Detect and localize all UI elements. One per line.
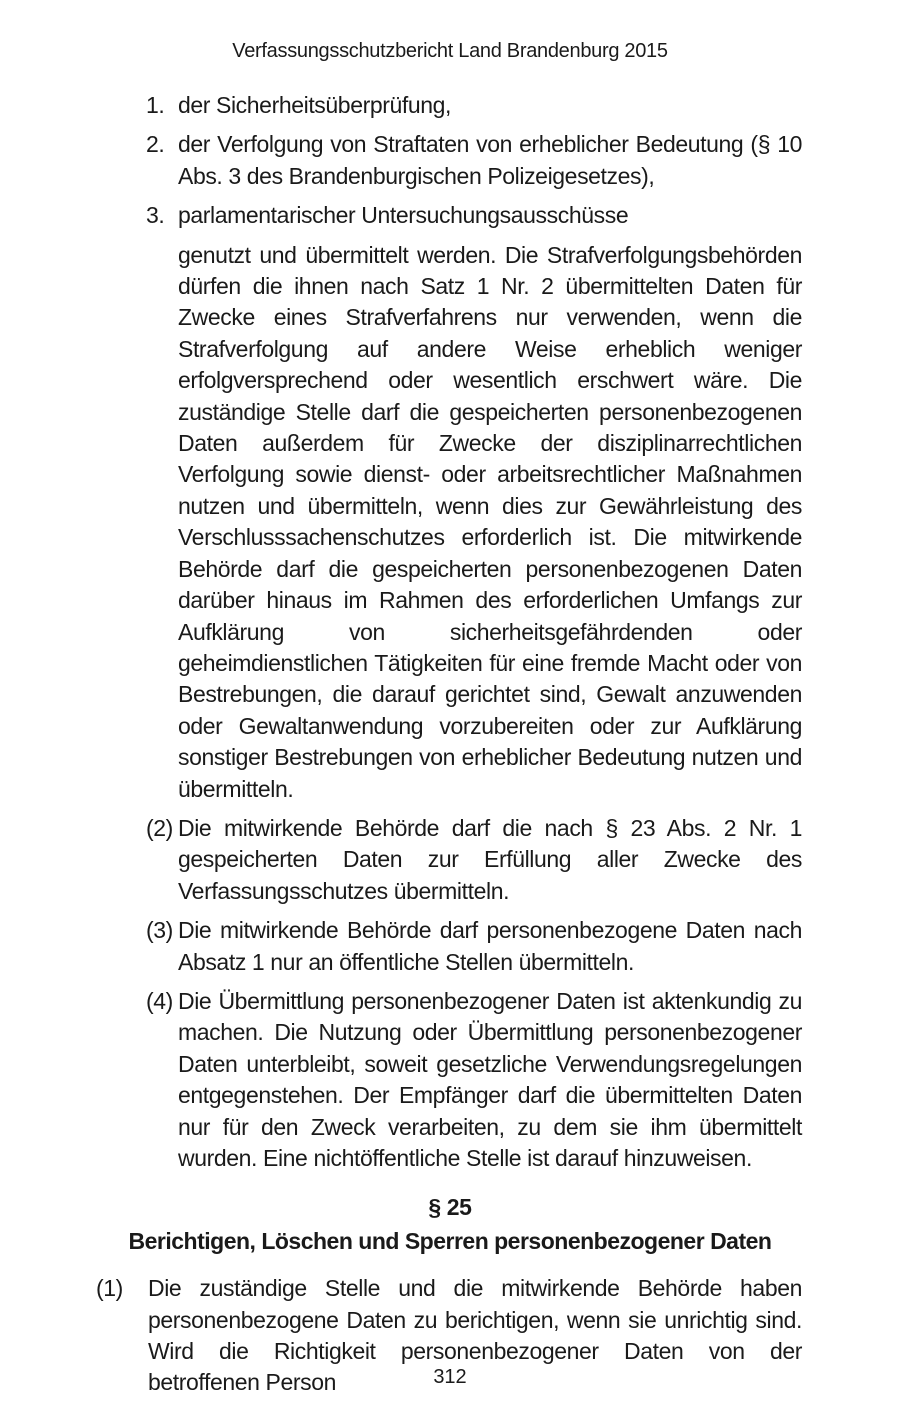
- list-item-3: [0, 200, 802, 231]
- list-item-number: 2.: [146, 131, 165, 158]
- page-body: [0, 90, 900, 1399]
- list-item-text: parlamentarischer Untersuchungsausschüsse: [178, 202, 629, 229]
- paragraph-number: (3): [146, 917, 173, 944]
- list-item-text: der Sicherheitsüberprüfung,: [178, 92, 452, 118]
- list-item-text: der Verfolgung von Straftaten von erheblicher Bedeutung (§ 10 Abs. 3 des Brandenburgischen Polizeigesetzes),: [178, 131, 802, 189]
- list-item-number: 1.: [146, 92, 165, 118]
- page-number: 312: [433, 1366, 467, 1388]
- paragraph-text: Die mitwirkende Behörde darf die nach § 23 Abs. 2 Nr. 1 gespeicherten Daten zur Erfüllung aller Zwecke des Verfassungsschutzes übermitteln.: [178, 814, 802, 904]
- list-item-number: 3.: [146, 202, 165, 229]
- subsection-number: (1): [96, 1275, 123, 1302]
- paragraph-2: [0, 813, 802, 907]
- continuation-paragraph: genutzt und übermittelt werden. Die Strafverfolgungsbehörden dürfen die ihnen nach Satz 1 Nr. 2 übermittelten Daten für Zwecke eines Strafverfahrens nur verwenden, wenn die Strafverfolgung auf andere Weise erheblich weniger erfolgversprechend oder wesentlich erschwert wäre. Die zuständige Stelle darf die gespeicherten personenbezogenen Daten außerdem für Zwecke der disziplinarrechtlichen Verfolgung sowie dienst- oder arbeitsrechtlicher Maßnahmen nutzen und übermitteln, wenn dies zur Gewährleistung des Verschlusssachenschutzes erforderlich ist. Die mitwirkende Behörde darf die gespeicherten personenbezogenen Daten darüber hinaus im Rahmen des erforderlichen Umfangs zur Aufklärung von sicherheitsgefährdenden oder geheimdienstlichen Tätigkeiten für eine fremde Macht oder von Bestrebungen, die darauf gerichtet sind, Gewalt anzuwenden oder Gewaltanwendung vorzubereiten oder zur Aufklärung sonstiger Bestrebungen von erheblicher Bedeutung nutzen und übermitteln.: [178, 241, 802, 802]
- paragraph-4: [0, 986, 802, 1174]
- list-item-1: [0, 90, 802, 121]
- paragraph-number: (4): [146, 987, 173, 1014]
- paragraph-text: Die Übermittlung personenbezogener Daten ist aktenkundig zu machen. Die Nutzung oder Übermittlung personenbezogener Daten unterbleibt, soweit gesetzliche Verwendungsregelungen entgegenstehen. Der Empfänger darf die übermittelten Daten nur für den Zweck verarbeiten, zu dem sie ihm übermittelt wurden. Eine nichtöffentliche Stelle ist darauf hinzuweisen.: [178, 987, 802, 1171]
- paragraph-text: Die mitwirkende Behörde darf personenbezogene Daten nach Absatz 1 nur an öffentliche Stellen übermitteln.: [178, 917, 802, 975]
- section-number: § 25: [428, 1194, 472, 1221]
- paragraph-number: (2): [146, 814, 173, 841]
- subsection-text: Die zuständige Stelle und die mitwirkende Behörde haben personenbezogene Daten zu berichtigen, wenn sie unrichtig sind. Wird die Richtigkeit personenbezogener Daten von der betroffenen Person: [148, 1275, 802, 1396]
- section-title: Berichtigen, Löschen und Sperren personenbezogener Daten: [128, 1227, 772, 1254]
- running-header: Verfassungsschutzbericht Land Brandenburg 2015: [232, 40, 668, 62]
- list-item-2: [0, 129, 802, 192]
- paragraph-3: [0, 915, 802, 978]
